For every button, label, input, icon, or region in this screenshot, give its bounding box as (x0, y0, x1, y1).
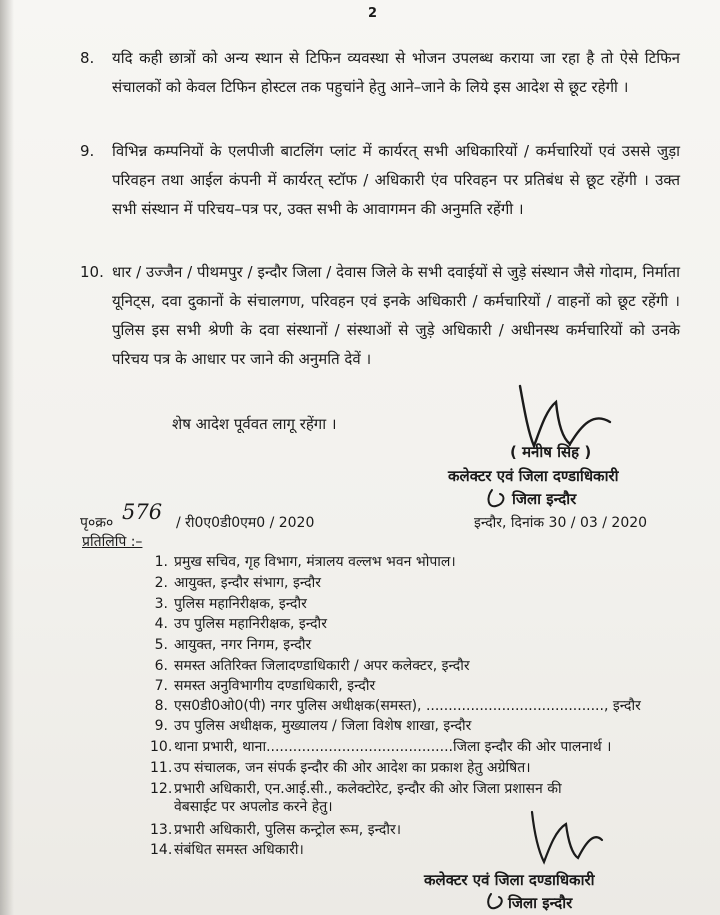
page-number: 2 (368, 6, 378, 21)
signatory-name: ( मनीष सिंह ) (510, 443, 592, 461)
copy-item: 11. उप संचालक, जन संपर्क इन्दौर की ओर आदेश का प्रकाश हेतु अग्रेषित। (150, 760, 531, 776)
clause-item (80, 44, 680, 134)
initial-mark (484, 488, 510, 512)
copy-item: 5. आयुक्त, नगर निगम, इन्दौर (154, 637, 312, 653)
footer-district: जिला इन्दौर (508, 894, 573, 912)
copy-item: 12. प्रभारी अधिकारी, एन.आई.सी., कलेक्टोरेट, इन्दौर की ओर जिला प्रशासन की (150, 781, 562, 797)
ref-suffix: / री0ए0डी0एम0 / 2020 (176, 515, 315, 531)
clause-number: 10. (80, 263, 104, 281)
copy-item: 6. समस्त अतिरिक्त जिलादण्डाधिकारी / अपर कलेक्टर, इन्दौर (154, 658, 470, 674)
clause-text: धार / उज्जैन / पीथमपुर / इन्दौर जिला / देवास जिले के सभी दवाईयों से जुड़े संस्थान जैसे गोदाम, निर्माता यूनिट्स, दवा दुकानों के संचालगण, परिवहन एवं इनके अधिकारी / कर्मचारियों / वाहनों को छूट रहेंगी । पुलिस इस सभी श्रेणी के दवा संस्थानों / संस्थाओं से जुड़े अधिकारी / अधीनस्थ कर्मचारियों को उनके परिचय पत्र के आधार पर जाने की अनुमति देवें । (112, 263, 680, 368)
closing-line: शेष आदेश पूर्ववत लागू रहेंगा । (172, 415, 337, 433)
ref-prefix: पृ०क्र० (80, 515, 114, 531)
footer-designation: कलेक्टर एवं जिला दण्डाधिकारी (424, 871, 595, 889)
clause-item (80, 137, 680, 257)
copy-item: 10. थाना प्रभारी, थाना..........................................जिला इन्दौर की ओर पालनार्थ । (150, 739, 612, 755)
copy-item: 8. एस0डी0ओ0(पी) नगर पुलिस अधीक्षक(समस्त), ........................................, इन्दौर (154, 698, 641, 714)
copy-item: 9. उप पुलिस अधीक्षक, मुख्यालय / जिला विशेष शाखा, इन्दौर (154, 718, 472, 734)
clause-number: 8. (80, 49, 95, 67)
ref-number: 576 (122, 500, 163, 524)
copy-item: 3. पुलिस महानिरीक्षक, इन्दौर (154, 596, 307, 612)
copy-item: 2. आयुक्त, इन्दौर संभाग, इन्दौर (154, 575, 321, 591)
signatory-designation: कलेक्टर एवं जिला दण्डाधिकारी (448, 467, 619, 485)
copy-item: 14. संबंधित समस्त अधिकारी। (150, 842, 304, 858)
copy-item: 1. प्रमुख सचिव, गृह विभाग, मंत्रालय वल्लभ भवन भोपाल। (154, 554, 456, 570)
initial-mark (484, 892, 508, 914)
copy-item: 4. उप पुलिस महानिरीक्षक, इन्दौर (154, 616, 327, 632)
ref-place-date: इन्दौर, दिनांक 30 / 03 / 2020 (474, 515, 648, 531)
copy-item-continuation: वेबसाईट पर अपलोड करने हेतु। (174, 799, 333, 815)
copy-heading: प्रतिलिपि :– (82, 534, 143, 550)
signatory-district: जिला इन्दौर (512, 490, 577, 508)
clause-text: यदि कही छात्रों को अन्य स्थान से टिफिन व्यवस्था से भोजन उपलब्ध कराया जा रहा है तो ऐसे टिफिन संचालकों को केवल टिफिन होस्टल तक पहुचांने हेतु आने–जाने के लिये इस आदेश से छूट रहेगी । (112, 49, 680, 96)
signature-mark (514, 808, 604, 872)
copy-item: 7. समस्त अनुविभागीय दण्डाधिकारी, इन्दौर (154, 678, 376, 694)
clause-number: 9. (80, 142, 95, 160)
copy-item: 13. प्रभारी अधिकारी, पुलिस कन्ट्रोल रूम, इन्दौर। (150, 822, 401, 838)
clause-text: विभिन्न कम्पनियों के एलपीजी बाटलिंग प्लांट में कार्यरत् सभी अधिकारियों / कर्मचारियों एवं उससे जुड़ा परिवहन तथा आईल कंपनी में कार्यरत् स्टॉफ / अधिकारी एंव परिवहन पर प्रतिबंध से छूट रहेंगी । उक्त सभी संस्थान में परिचय–पत्र पर, उक्त सभी के आवागमन की अनुमति रहेंगी । (112, 142, 680, 218)
scan-edge-shadow (0, 0, 14, 915)
